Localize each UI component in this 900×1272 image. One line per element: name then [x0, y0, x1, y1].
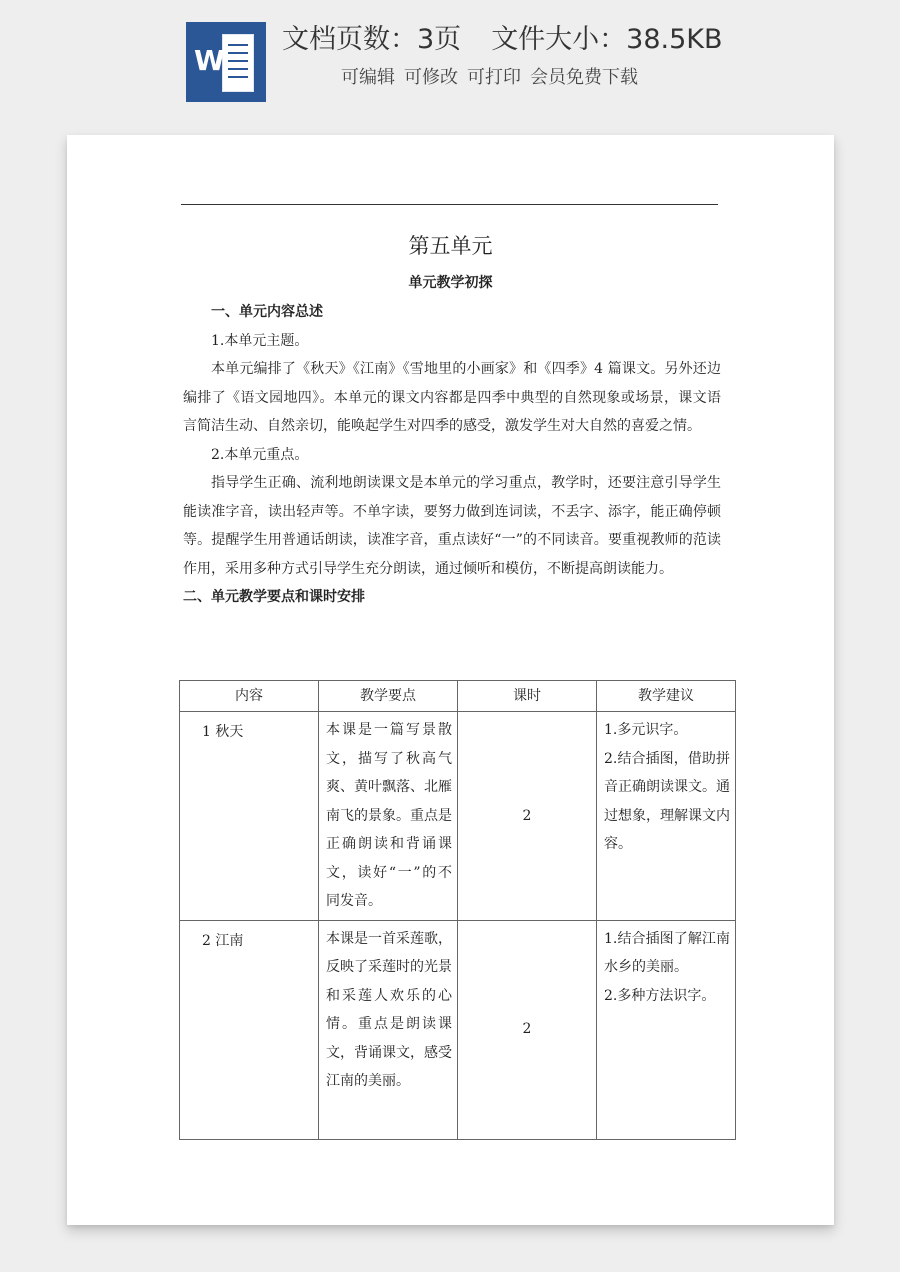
word-document-icon [186, 22, 266, 102]
suggestions-cell [597, 920, 736, 1139]
page-title: 第五单元 [408, 234, 493, 258]
suggestion-item: 1.结合插图了解江南水乡的美丽。 [604, 930, 730, 975]
lesson-cell: 1 秋天 [180, 712, 319, 921]
item-heading-1: 1.本单元主题。 [211, 332, 309, 349]
file-size: 文件大小：38.5KB [491, 24, 723, 55]
table-header-cell: 教学要点 [319, 681, 458, 712]
header-rule [181, 204, 718, 205]
file-info [282, 20, 723, 60]
page-subtitle: 单元教学初探 [408, 275, 493, 291]
feature-list [341, 64, 647, 92]
teaching-points-cell: 本课是一篇写景散文，描写了秋高气爽、黄叶飘落、北雁南飞的景象。重点是正确朗读和背诵课文，读好“一”的不同发音。 [319, 712, 458, 921]
table-header-cell: 课时 [458, 681, 597, 712]
feature-printable: 可打印 [467, 67, 521, 88]
feature-editable: 可编辑 [341, 67, 395, 88]
section-heading-1: 一、单元内容总述 [211, 304, 323, 320]
item-heading-2: 2.本单元重点。 [211, 446, 309, 463]
lesson-plan-table [179, 680, 736, 1140]
paragraph-theme: 本单元编排了《秋天》《江南》《雪地里的小画家》和《四季》4 篇课文。另外还边编排了《语文园地四》。本单元的课文内容都是四季中典型的自然现象或场景，课文语言简洁生动、自然亲切，能唤起学生对四季的感受，激发学生对大自然的喜爱之情。 [183, 361, 721, 434]
table-header-row [180, 681, 736, 712]
document-page [67, 135, 834, 1225]
class-hours-cell: 2 [458, 920, 597, 1139]
feature-modifiable: 可修改 [404, 67, 458, 88]
lesson-cell: 2 江南 [180, 920, 319, 1139]
document-body [183, 298, 721, 612]
suggestion-item: 2.多种方法识字。 [604, 987, 716, 1004]
table-row [180, 712, 736, 921]
word-letter: W [194, 44, 225, 77]
suggestions-cell [597, 712, 736, 921]
teaching-points-cell: 本课是一首采莲歌，反映了采莲时的光景和采莲人欢乐的心情。重点是朗读课文，背诵课文，感受江南的美丽。 [319, 920, 458, 1139]
table-row [180, 920, 736, 1139]
table-header-cell: 内容 [180, 681, 319, 712]
page-count: 文档页数：3页 [282, 24, 462, 55]
feature-member-download: 会员免费下载 [530, 67, 638, 88]
paragraph-focus: 指导学生正确、流利地朗读课文是本单元的学习重点，教学时，还要注意引导学生能读准字音，读出轻声等。不单字读，要努力做到连词读，不丢字、添字，能正确停顿等。提醒学生用普通话朗读，读准字音，重点读好“一”的不同读音。要重视教师的范读作用，采用多种方式引导学生充分朗读，通过倾听和模仿，不断提高朗读能力。 [183, 475, 721, 577]
table-header-cell: 教学建议 [597, 681, 736, 712]
class-hours-cell: 2 [458, 712, 597, 921]
download-banner [0, 0, 900, 120]
document-sheet-graphic [222, 34, 254, 92]
section-heading-2: 二、单元教学要点和课时安排 [183, 589, 365, 605]
suggestion-item: 1.多元识字。 [604, 722, 688, 738]
suggestion-item: 2.结合插图，借助拼音正确朗读课文。通过想象，理解课文内容。 [604, 750, 730, 852]
